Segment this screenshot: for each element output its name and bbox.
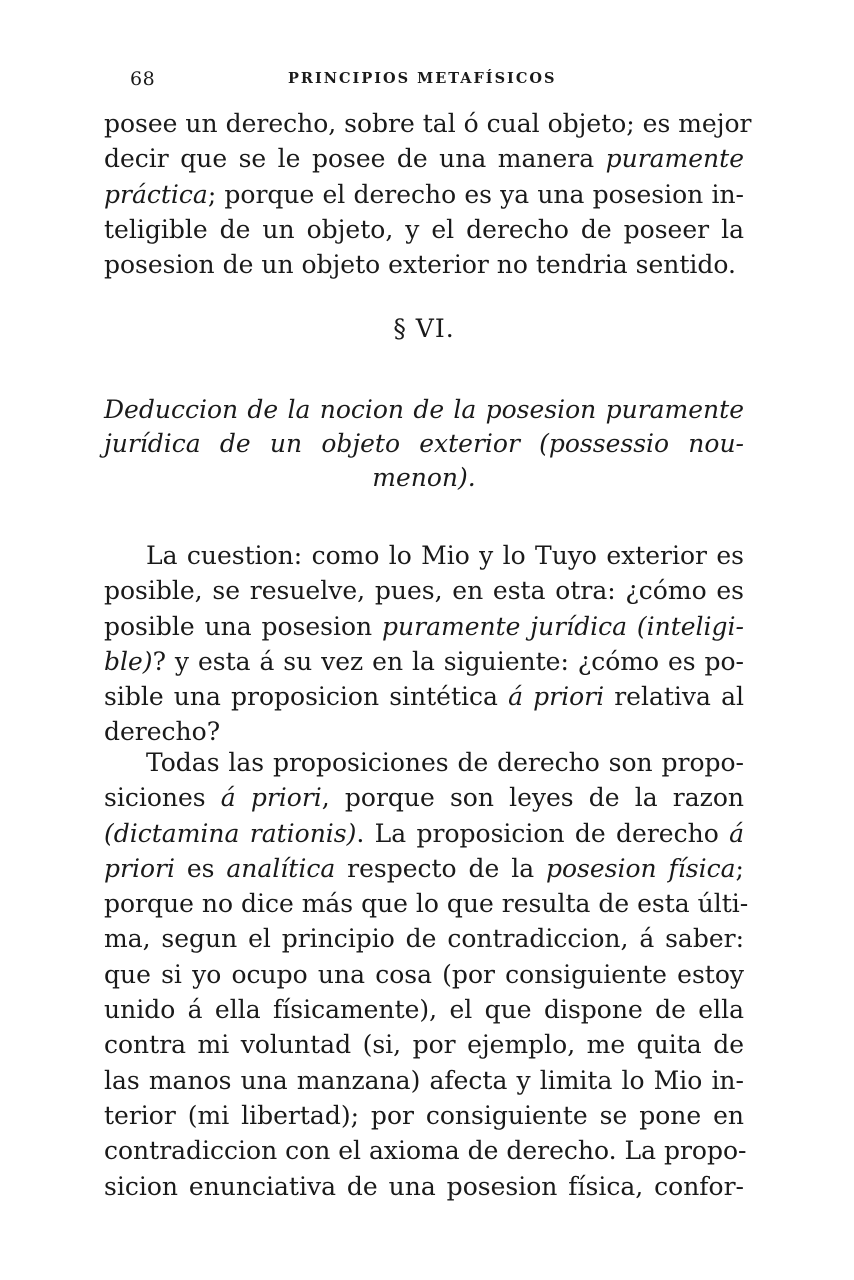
text-line: práctica; porque el derecho es ya una posesion in- [104,179,744,209]
text-line: posee un derecho, sobre tal ó cual objeto; es mejor [104,109,752,138]
text-line: sible una proposicion sintética á priori relativa al [104,682,744,712]
paragraph-question [104,538,744,750]
text-line: posesion de un objeto exterior no tendria sentido. [104,250,736,280]
text-line: derecho? [104,717,221,747]
page-header [130,62,750,92]
text-line: contradiccion con el axioma de derecho. La propo- [104,1136,747,1166]
text-line: terior (mi libertad); por consiguiente se pone en [104,1100,744,1130]
subtitle-line: jurídica de un objeto exterior (possessio nou- [104,429,744,458]
text-line: La cuestion: como lo Mio y lo Tuyo exterior es [146,541,744,570]
text-line: sicion enunciativa de una posesion física, confor- [104,1171,744,1201]
paragraph-propositions [104,745,749,1204]
text-line: ble)? y esta á su vez en la siguiente: ¿cómo es po- [104,646,744,676]
text-line: porque no dice más que lo que resulta de esta últi- [104,889,749,919]
text-line: posible, se resuelve, pues, en esta otra: ¿cómo es [104,576,744,606]
running-title: PRINCIPIOS METAFÍSICOS [288,70,557,87]
text-line: contra mi voluntad (si, por ejemplo, me quita de [104,1030,744,1060]
text-line: ma, segun el principio de contradiccion, á saber: [104,924,744,954]
text-line: las manos una manzana) afecta y limita lo Mio in- [104,1065,744,1095]
text-line: Todas las proposiciones de derecho son propo- [146,748,744,777]
text-line: priori es analítica respecto de la posesion física; [104,853,744,883]
text-line: que si yo ocupo una cosa (por consiguiente estoy [104,959,744,989]
paragraph-continuation [104,106,752,282]
text-line: teligible de un objeto, y el derecho de poseer la [104,214,744,244]
text-line: unido á ella físicamente), el que dispone de ella [104,995,744,1025]
text-line: decir que se le posee de una manera puramente [104,144,744,174]
text-line: (dictamina rationis). La proposicion de derecho á [104,818,744,848]
subtitle-line: menon). [372,463,476,492]
section-heading: § VI. [393,314,455,343]
subtitle-line: Deduccion de la nocion de la posesion puramente [104,395,744,424]
page-number: 68 [130,68,156,90]
text-line: posible una posesion puramente jurídica (inteligi- [104,611,744,641]
text-line: siciones á priori, porque son leyes de la razon [104,783,744,813]
section-subtitle [104,393,744,495]
